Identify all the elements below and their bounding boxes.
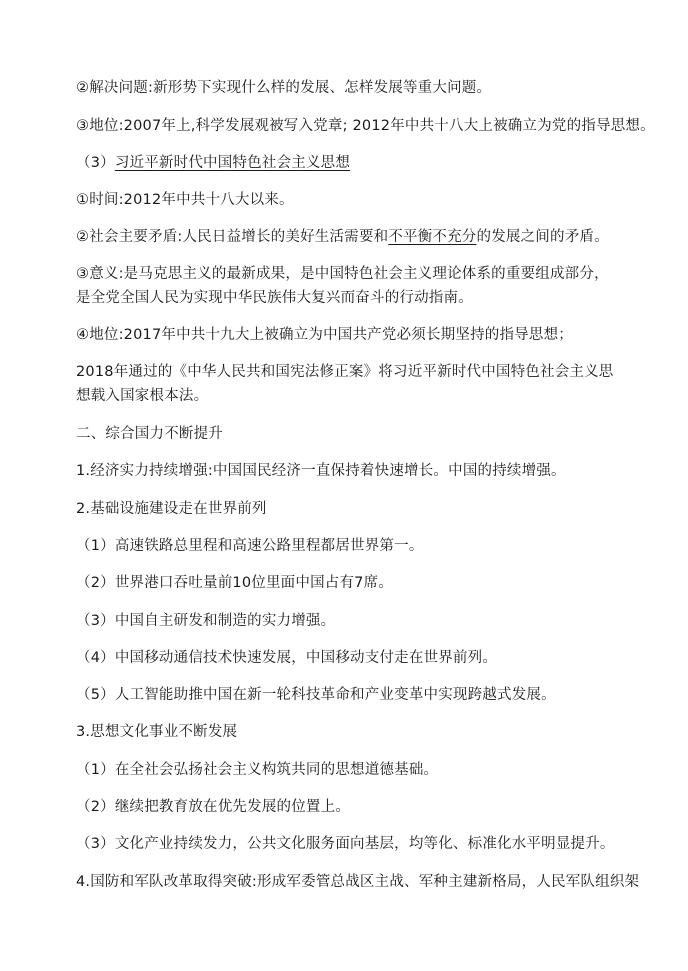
list-item-8: （3）文化产业持续发力，公共文化服务面向基层，均等化、标准化水平明显提升。 (76, 836, 615, 852)
text-line-17: 3.思想文化事业不断发展 (76, 724, 238, 740)
text-line-21: 4.国防和军队改革取得突破:形成军委管总战区主战、军种主建新格局，人民军队组织架 (76, 874, 640, 890)
text-paragraph-8: 2018年通过的《中华人民共和国宪法修正案》将习近平新时代中国特色社会主义思想载入国家根本法。 (76, 364, 614, 404)
list-item-4: （4）中国移动通信技术快速发展，中国移动支付走在世界前列。 (76, 650, 498, 666)
list-item-2: （2）世界港口吞吐量前10位里面中国占有7席。 (76, 575, 393, 591)
section-heading-3 (76, 153, 616, 173)
text-line-11: 2.基础设施建设走在世界前列 (76, 501, 267, 517)
list-item-7: （2）继续把教育放在优先发展的位置上。 (76, 799, 351, 815)
text-suffix: 的发展之间的矛盾。 (476, 229, 609, 245)
text-line-4: ①时间:2012年中共十八大以来。 (76, 192, 294, 208)
list-item-5: （5）人工智能助推中国在新一轮科技革命和产业变革中实现跨越式发展。 (76, 687, 556, 703)
list-item-3: （3）中国自主研发和制造的实力增强。 (76, 613, 336, 629)
underlined-phrase: 不平衡不充分 (388, 229, 477, 245)
list-item-1: （1）高速铁路总里程和高速公路里程都居世界第一。 (76, 538, 424, 554)
list-item-6: （1）在全社会弘扬社会主义构筑共同的思想道德基础。 (76, 762, 439, 778)
text-line-10: 1.经济实力持续增强:中国国民经济一直保持着快速增长。中国的持续增强。 (76, 463, 566, 479)
text-paragraph-6: ③意义:是马克思主义的最新成果，是中国特色社会主义理论体系的重要组成部分，是全党全国人民为实现中华民族伟大复兴而奋斗的行动指南。 (76, 266, 609, 306)
text-line-7: ④地位:2017年中共十九大上被确立为中国共产党必须长期坚持的指导思想； (76, 327, 573, 343)
text-prefix: ②社会主要矛盾:人民日益增长的美好生活需要和 (76, 229, 389, 245)
heading-title-underlined: 习近平新时代中国特色社会主义思想 (114, 155, 351, 171)
section-heading-2: 二、综合国力不断提升 (76, 426, 223, 442)
text-line-5 (76, 227, 616, 247)
heading-number: （3） (76, 155, 115, 171)
text-line-2: ③地位:2007年上,科学发展观被写入党章; 2012年中共十八大上被确立为党的指导思想。 (76, 118, 655, 134)
text-line-1: ②解决问题:新形势下实现什么样的发展、怎样发展等重大问题。 (76, 80, 492, 96)
